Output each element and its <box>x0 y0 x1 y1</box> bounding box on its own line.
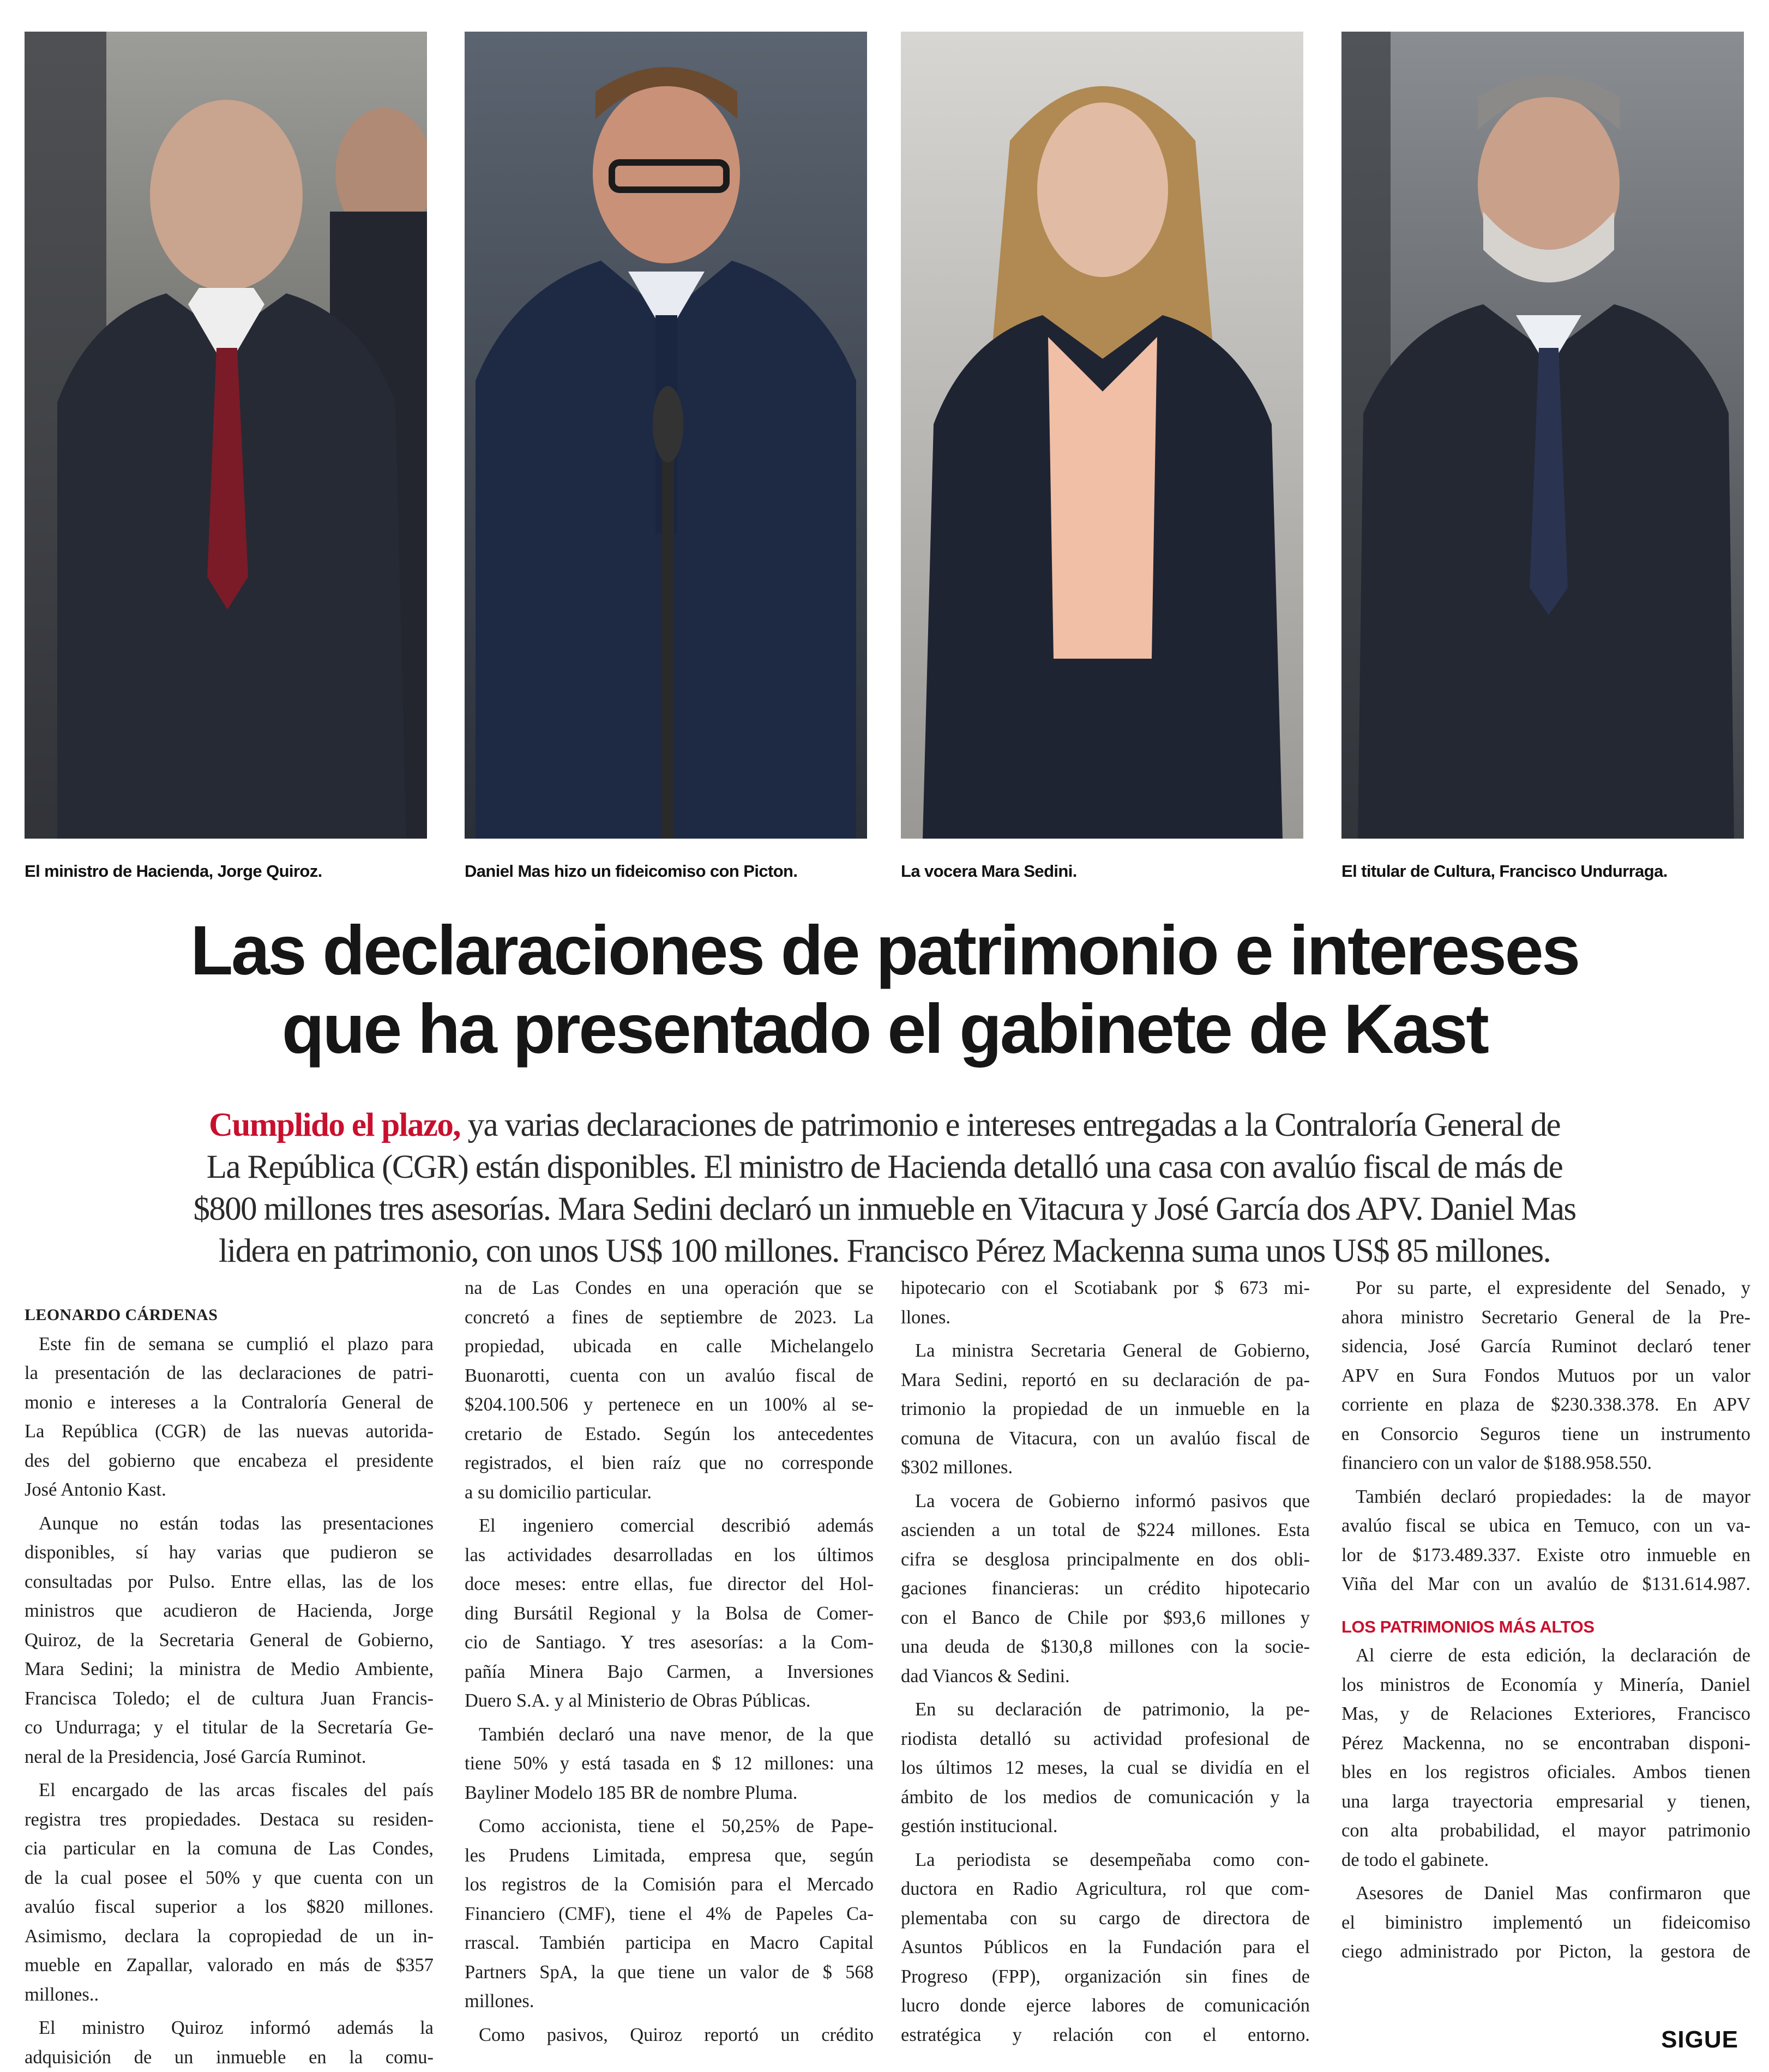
text-line: ciego administrado por Picton, la gestora de <box>1341 1937 1750 1967</box>
text-line: Al cierre de esta edición, la declaración de <box>1341 1641 1750 1671</box>
text-line: gaciones financieras: un crédito hipotecario <box>901 1574 1310 1604</box>
paragraph-gap <box>901 1841 1310 1846</box>
paragraph-gap <box>1341 1875 1750 1879</box>
text-line: tiene 50% y está tasada en $ 12 millones: una <box>465 1749 874 1779</box>
byline: LEONARDO CÁRDENAS <box>25 1300 434 1330</box>
text-line: Como pasivos, Quiroz reportó un crédito <box>465 2021 874 2050</box>
paragraph-gap <box>901 1691 1310 1695</box>
text-line: La vocera de Gobierno informó pasivos que <box>901 1487 1310 1516</box>
paragraph-gap <box>901 1332 1310 1336</box>
text-line: concretó a fines de septiembre de 2023. La <box>465 1303 874 1333</box>
text-line: Como accionista, tiene el 50,25% de Pape- <box>465 1812 874 1841</box>
text-line: ascienden a un total de $224 millones. Esta <box>901 1516 1310 1545</box>
text-line: consultadas por Pulso. Entre ellas, las de los <box>25 1568 434 1597</box>
text-line: Buonarotti, cuenta con un avalúo fiscal de <box>465 1362 874 1391</box>
text-line: La República (CGR) de las nuevas autorida- <box>25 1417 434 1447</box>
text-line: de la cual posee el 50% y que cuenta con un <box>25 1864 434 1893</box>
text-line: El encargado de las arcas fiscales del país <box>25 1776 434 1805</box>
text-line: $204.100.506 y pertenece en un 100% al se- <box>465 1390 874 1420</box>
text-line: Pérez Mackenna, no se encontraban disponi- <box>1341 1729 1750 1758</box>
headline-line-1: Las declaraciones de patrimonio e intereses <box>22 912 1747 990</box>
text-line: lor de $173.489.337. Existe otro inmueble en <box>1341 1541 1750 1570</box>
text-line: doce meses: entre ellas, fue director del Hol- <box>465 1570 874 1599</box>
paragraph-gap <box>25 1772 434 1776</box>
text-line: Asesores de Daniel Mas confirmaron que <box>1341 1879 1750 1908</box>
column-4 <box>1341 1274 1750 1967</box>
text-line: de todo el gabinete. <box>1341 1846 1750 1875</box>
column-4-text-a <box>1341 1274 1750 1599</box>
paragraph-gap <box>465 1716 874 1720</box>
column-1 <box>25 1300 434 2072</box>
text-line: Viña del Mar con un avalúo de $131.614.987. <box>1341 1570 1750 1599</box>
text-line: gestión institucional. <box>901 1812 1310 1841</box>
paragraph-gap <box>465 1507 874 1511</box>
text-line: financiero con un valor de $188.958.550. <box>1341 1449 1750 1478</box>
text-line: una deuda de $130,8 millones con la socie- <box>901 1633 1310 1662</box>
text-line: Aunque no están todas las presentaciones <box>25 1509 434 1539</box>
text-line: Duero S.A. y al Ministerio de Obras Públicas. <box>465 1686 874 1716</box>
photo-jorge-quiroz <box>25 32 427 839</box>
text-line: cia particular en la comuna de Las Condes, <box>25 1834 434 1864</box>
text-line: registra tres propiedades. Destaca su residen- <box>25 1805 434 1835</box>
text-line: las actividades desarrolladas en los últimos <box>465 1541 874 1570</box>
text-line: disponibles, sí hay varias que pudieron se <box>25 1538 434 1568</box>
column-3-text <box>901 1274 1310 2050</box>
text-line: millones.. <box>25 1980 434 2010</box>
photo-mara-sedini <box>901 32 1303 839</box>
column-2 <box>465 1274 874 2050</box>
text-line: adquisición de un inmueble en la comu- <box>25 2043 434 2072</box>
text-line: avalúo fiscal superior a los $820 millones. <box>25 1893 434 1922</box>
text-line: La periodista se desempeñaba como con- <box>901 1846 1310 1875</box>
text-line: Asimismo, declara la copropiedad de un in- <box>25 1922 434 1951</box>
text-line: ding Bursátil Regional y la Bolsa de Comer- <box>465 1599 874 1629</box>
text-line: Partners SpA, la que tiene un valor de $ 568 <box>465 1958 874 1987</box>
continues-marker: SIGUE <box>1661 2026 1738 2053</box>
column-4-text-b <box>1341 1641 1750 1967</box>
text-line: des del gobierno que encabeza el presidente <box>25 1447 434 1476</box>
text-line: riodista detalló su actividad profesional de <box>901 1725 1310 1754</box>
photo-daniel-mas <box>465 32 867 839</box>
headline <box>22 912 1747 1069</box>
text-line: estratégica y relación con el entorno. <box>901 2021 1310 2050</box>
text-line: Financiero (CMF), tiene el 4% de Papeles Ca- <box>465 1900 874 1929</box>
text-line: propiedad, ubicada en calle Michelangelo <box>465 1332 874 1362</box>
lead-line-1: ya varias declaraciones de patrimonio e intereses entregadas a la Contraloría General de <box>460 1107 1560 1143</box>
text-line: mueble en Zapallar, valorado en más de $357 <box>25 1951 434 1980</box>
text-line: a su domicilio particular. <box>465 1478 874 1508</box>
text-line: $302 millones. <box>901 1453 1310 1483</box>
text-line: sidencia, José García Ruminot declaró tener <box>1341 1332 1750 1362</box>
paragraph-gap <box>901 1483 1310 1487</box>
paragraph-gap <box>25 1505 434 1509</box>
text-line: les Prudens Limitada, empresa que, según <box>465 1841 874 1871</box>
photo-francisco-undurraga <box>1341 32 1744 839</box>
text-line: neral de la Presidencia, José García Ruminot. <box>25 1743 434 1772</box>
text-line: monio e intereses a la Contraloría General de <box>25 1388 434 1418</box>
text-line: Francisca Toledo; el de cultura Juan Francis- <box>25 1684 434 1714</box>
subhead-patrimonios: LOS PATRIMONIOS MÁS ALTOS <box>1341 1612 1750 1642</box>
text-line: Bayliner Modelo 185 BR de nombre Pluma. <box>465 1779 874 1808</box>
caption-jorge-quiroz: El ministro de Hacienda, Jorge Quiroz. <box>25 862 322 881</box>
text-line: ámbito de los medios de comunicación y la <box>901 1783 1310 1812</box>
text-line: Este fin de semana se cumplió el plazo para <box>25 1330 434 1359</box>
text-line: Mara Sedini; la ministra de Medio Ambiente, <box>25 1655 434 1684</box>
text-line: los registros de la Comisión para el Mercado <box>465 1870 874 1900</box>
paragraph-gap <box>465 1808 874 1812</box>
text-line: corriente en plaza de $230.338.378. En APV <box>1341 1390 1750 1420</box>
caption-daniel-mas: Daniel Mas hizo un fideicomiso con Picton. <box>465 862 797 881</box>
text-line: Por su parte, el expresidente del Senado, y <box>1341 1274 1750 1303</box>
lead-line-4: lidera en patrimonio, con unos US$ 100 millones. Francisco Pérez Mackenna suma unos US$ 85 millones. <box>22 1230 1747 1272</box>
lead-line-2: La República (CGR) están disponibles. El ministro de Hacienda detalló una casa con avalúo fiscal de más de <box>22 1146 1747 1188</box>
text-line: plementaba con su cargo de directora de <box>901 1904 1310 1934</box>
text-line: APV en Sura Fondos Mutuos por un valor <box>1341 1362 1750 1391</box>
text-line: bles en los registros oficiales. Ambos tienen <box>1341 1758 1750 1787</box>
text-line: pañía Minera Bajo Carmen, a Inversiones <box>465 1658 874 1687</box>
text-line: con alta probabilidad, el mayor patrimonio <box>1341 1816 1750 1846</box>
text-line: Mara Sedini, reportó en su declaración de pa- <box>901 1366 1310 1395</box>
text-line: millones. <box>465 1987 874 2016</box>
column-1-text <box>25 1330 434 2072</box>
lead-kicker: Cumplido el plazo, <box>209 1107 460 1143</box>
text-line: ahora ministro Secretario General de la Pre- <box>1341 1303 1750 1333</box>
text-line: los últimos 12 meses, la cual se dividía en el <box>901 1754 1310 1783</box>
text-line: la presentación de las declaraciones de patri- <box>25 1359 434 1388</box>
text-line: cretario de Estado. Según los antecedentes <box>465 1420 874 1449</box>
text-line: hipotecario con el Scotiabank por $ 673 mi- <box>901 1274 1310 1303</box>
text-line: cifra se desglosa principalmente en dos obli- <box>901 1545 1310 1575</box>
text-line: lucro donde ejerce labores de comunicación <box>901 1991 1310 2021</box>
text-line: El ministro Quiroz informó además la <box>25 2014 434 2043</box>
text-line: Quiroz, de la Secretaria General de Gobierno, <box>25 1626 434 1655</box>
paragraph-gap <box>465 2016 874 2021</box>
column-3 <box>901 1274 1310 2050</box>
text-line: José Antonio Kast. <box>25 1475 434 1505</box>
text-line: cio de Santiago. Y tres asesorías: a la Com- <box>465 1628 874 1658</box>
text-line: con el Banco de Chile por $93,6 millones y <box>901 1604 1310 1633</box>
text-line: En su declaración de patrimonio, la pe- <box>901 1695 1310 1725</box>
text-line: La ministra Secretaria General de Gobierno, <box>901 1336 1310 1366</box>
text-line: Mas, y de Relaciones Exteriores, Francisco <box>1341 1700 1750 1729</box>
text-line: rrascal. También participa en Macro Capital <box>465 1929 874 1958</box>
text-line: trimonio la propiedad de un inmueble en la <box>901 1395 1310 1424</box>
text-line: Asuntos Públicos en la Fundación para el <box>901 1933 1310 1962</box>
text-line: co Undurraga; y el titular de la Secretaría Ge- <box>25 1713 434 1743</box>
text-line: registrados, el bien raíz que no corresponde <box>465 1449 874 1478</box>
text-line: Progreso (FPP), organización sin fines de <box>901 1962 1310 1992</box>
lead-line-3: $800 millones tres asesorías. Mara Sedini declaró un inmueble en Vitacura y José García dos APV. Daniel Mas <box>22 1188 1747 1230</box>
text-line: en Consorcio Seguros tiene un instrumento <box>1341 1420 1750 1449</box>
text-line: una larga trayectoria empresarial y tienen, <box>1341 1787 1750 1817</box>
headline-line-2: que ha presentado el gabinete de Kast <box>22 990 1747 1069</box>
text-line: na de Las Condes en una operación que se <box>465 1274 874 1303</box>
text-line: También declaró propiedades: la de mayor <box>1341 1483 1750 1512</box>
caption-francisco-undurraga: El titular de Cultura, Francisco Undurraga. <box>1341 862 1668 881</box>
text-line: dad Viancos & Sedini. <box>901 1662 1310 1691</box>
text-line: El ingeniero comercial describió además <box>465 1511 874 1541</box>
text-line: ductora en Radio Agricultura, rol que com- <box>901 1875 1310 1904</box>
text-line: ministros que acudieron de Hacienda, Jorge <box>25 1597 434 1626</box>
text-line: el biministro implementó un fideicomiso <box>1341 1908 1750 1938</box>
text-line: También declaró una nave menor, de la que <box>465 1720 874 1750</box>
text-line: los ministros de Economía y Minería, Daniel <box>1341 1671 1750 1700</box>
text-line: llones. <box>901 1303 1310 1333</box>
lead-paragraph <box>22 1104 1747 1272</box>
paragraph-gap <box>1341 1478 1750 1483</box>
text-line: avalúo fiscal se ubica en Temuco, con un va- <box>1341 1511 1750 1541</box>
text-line: comuna de Vitacura, con un avalúo fiscal de <box>901 1424 1310 1454</box>
paragraph-gap <box>25 2009 434 2014</box>
caption-mara-sedini: La vocera Mara Sedini. <box>901 862 1077 881</box>
column-2-text <box>465 1274 874 2050</box>
